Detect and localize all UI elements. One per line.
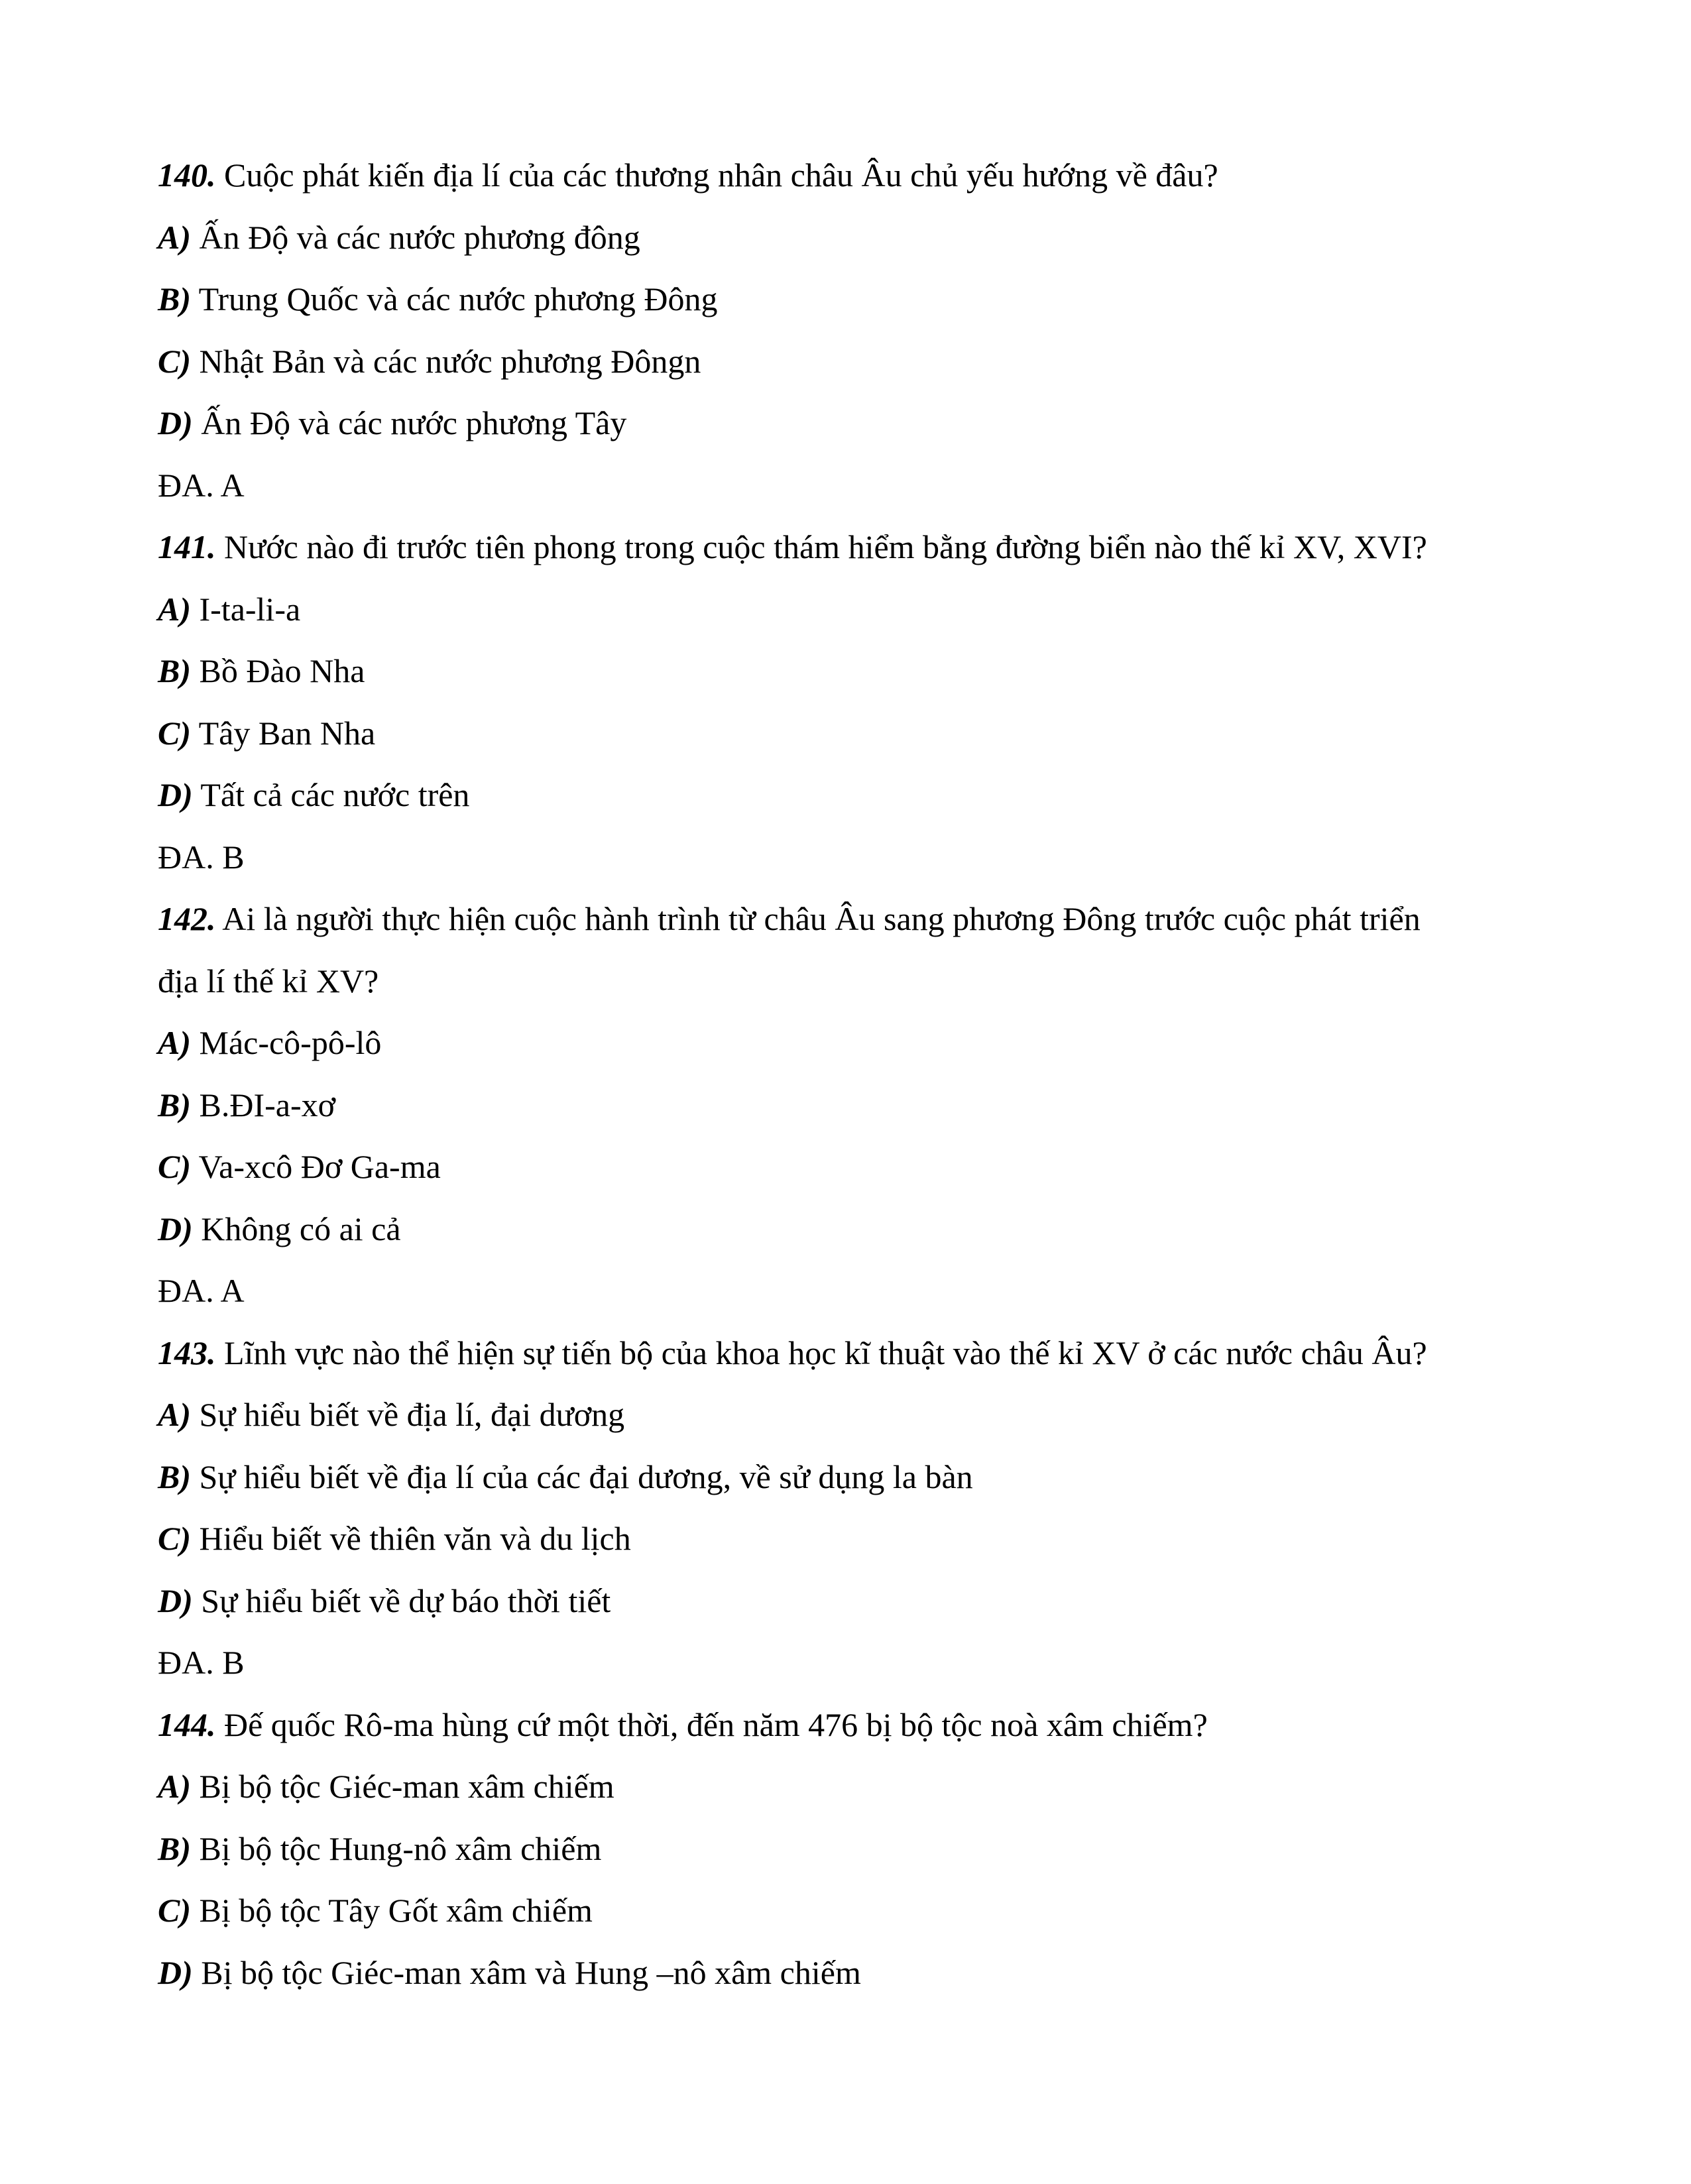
option-text: Sự hiểu biết về địa lí, đại dương (199, 1396, 625, 1433)
answer-key: ĐA. A (158, 1272, 245, 1309)
option-label: B) (158, 1086, 191, 1123)
option-label: C) (158, 342, 191, 380)
option-label: C) (158, 714, 191, 752)
option-text: Bị bộ tộc Tây Gốt xâm chiếm (199, 1892, 593, 1929)
option-a (158, 1012, 1543, 1074)
option-a (158, 1384, 1543, 1446)
option-text: Va-xcô Đơ Ga-ma (198, 1148, 441, 1185)
option-text: B.ĐI-a-xơ (199, 1086, 336, 1123)
option-label: D) (158, 1210, 193, 1247)
option-a (158, 207, 1543, 269)
answer-key: ĐA. A (158, 466, 245, 504)
option-d (158, 1942, 1543, 2004)
answer-key: ĐA. B (158, 1644, 245, 1681)
document-page (158, 144, 1543, 2004)
question-number: 144. (158, 1705, 216, 1743)
option-text: Trung Quốc và các nước phương Đông (198, 280, 718, 317)
option-label: D) (158, 404, 193, 441)
question-text: Cuộc phát kiến địa lí của các thương nhân châu Âu chủ yếu hướng về đâu? (224, 156, 1218, 194)
option-d (158, 764, 1543, 827)
option-label: C) (158, 1148, 191, 1185)
option-b (158, 1074, 1543, 1137)
option-label: B) (158, 1458, 191, 1495)
question-text: Đế quốc Rô-ma hùng cứ một thời, đến năm 476 bị bộ tộc noà xâm chiếm? (224, 1705, 1208, 1743)
option-label: C) (158, 1520, 191, 1557)
option-label: C) (158, 1892, 191, 1929)
question-number: 142. (158, 900, 216, 937)
option-c (158, 1508, 1543, 1570)
option-text: Nhật Bản và các nước phương Đôngn (199, 342, 701, 380)
option-a (158, 579, 1543, 641)
question-text: Lĩnh vực nào thể hiện sự tiến bộ của khoa học kĩ thuật vào thế kỉ XV ở các nước châu Âu? (224, 1334, 1427, 1371)
option-b (158, 1818, 1543, 1880)
option-text: Ấn Độ và các nước phương Tây (201, 404, 627, 441)
option-a (158, 1756, 1543, 1818)
option-c (158, 1880, 1543, 1942)
option-label: D) (158, 1581, 193, 1619)
option-text: Tất cả các nước trên (200, 776, 470, 813)
option-text: Bồ Đào Nha (199, 652, 365, 689)
question-number: 140. (158, 156, 216, 194)
option-d (158, 392, 1543, 455)
option-text: Ấn Độ và các nước phương đông (199, 218, 640, 256)
question-140 (158, 144, 1543, 207)
option-c (158, 331, 1543, 393)
option-text: I-ta-li-a (199, 590, 301, 628)
question-144 (158, 1694, 1543, 1756)
question-142 (158, 888, 1543, 950)
option-label: A) (158, 1024, 191, 1061)
option-text: Tây Ban Nha (198, 714, 376, 752)
question-143 (158, 1322, 1543, 1385)
question-number: 143. (158, 1334, 216, 1371)
option-label: D) (158, 1953, 193, 1991)
option-text: Bị bộ tộc Giéc-man xâm và Hung –nô xâm chiếm (201, 1953, 861, 1991)
option-text: Hiểu biết về thiên văn và du lịch (199, 1520, 631, 1557)
question-141 (158, 516, 1543, 579)
question-text: Ai là người thực hiện cuộc hành trình từ châu Âu sang phương Đông trước cuộc phát triển (222, 900, 1421, 937)
question-text-continued: địa lí thế kỉ XV? (158, 962, 379, 1000)
option-label: A) (158, 590, 191, 628)
option-c (158, 1136, 1543, 1198)
option-label: B) (158, 652, 191, 689)
option-label: A) (158, 1768, 191, 1805)
option-d (158, 1570, 1543, 1633)
option-label: B) (158, 1829, 191, 1867)
option-label: B) (158, 280, 191, 317)
option-b (158, 268, 1543, 331)
option-text: Bị bộ tộc Hung-nô xâm chiếm (199, 1829, 602, 1867)
option-b (158, 640, 1543, 703)
option-d (158, 1198, 1543, 1261)
option-label: D) (158, 776, 193, 813)
option-text: Bị bộ tộc Giéc-man xâm chiếm (199, 1768, 614, 1805)
option-text: Sự hiểu biết về địa lí của các đại dương, về sử dụng la bàn (199, 1458, 973, 1495)
answer-key: ĐA. B (158, 838, 245, 876)
option-label: A) (158, 218, 191, 256)
option-b (158, 1446, 1543, 1509)
option-text: Mác-cô-pô-lô (199, 1024, 382, 1061)
option-text: Sự hiểu biết về dự báo thời tiết (201, 1581, 611, 1619)
option-label: A) (158, 1396, 191, 1433)
option-text: Không có ai cả (201, 1210, 401, 1247)
option-c (158, 703, 1543, 765)
question-number: 141. (158, 528, 216, 565)
question-text: Nước nào đi trước tiên phong trong cuộc thám hiểm bằng đường biển nào thế kỉ XV, XVI? (224, 528, 1427, 565)
